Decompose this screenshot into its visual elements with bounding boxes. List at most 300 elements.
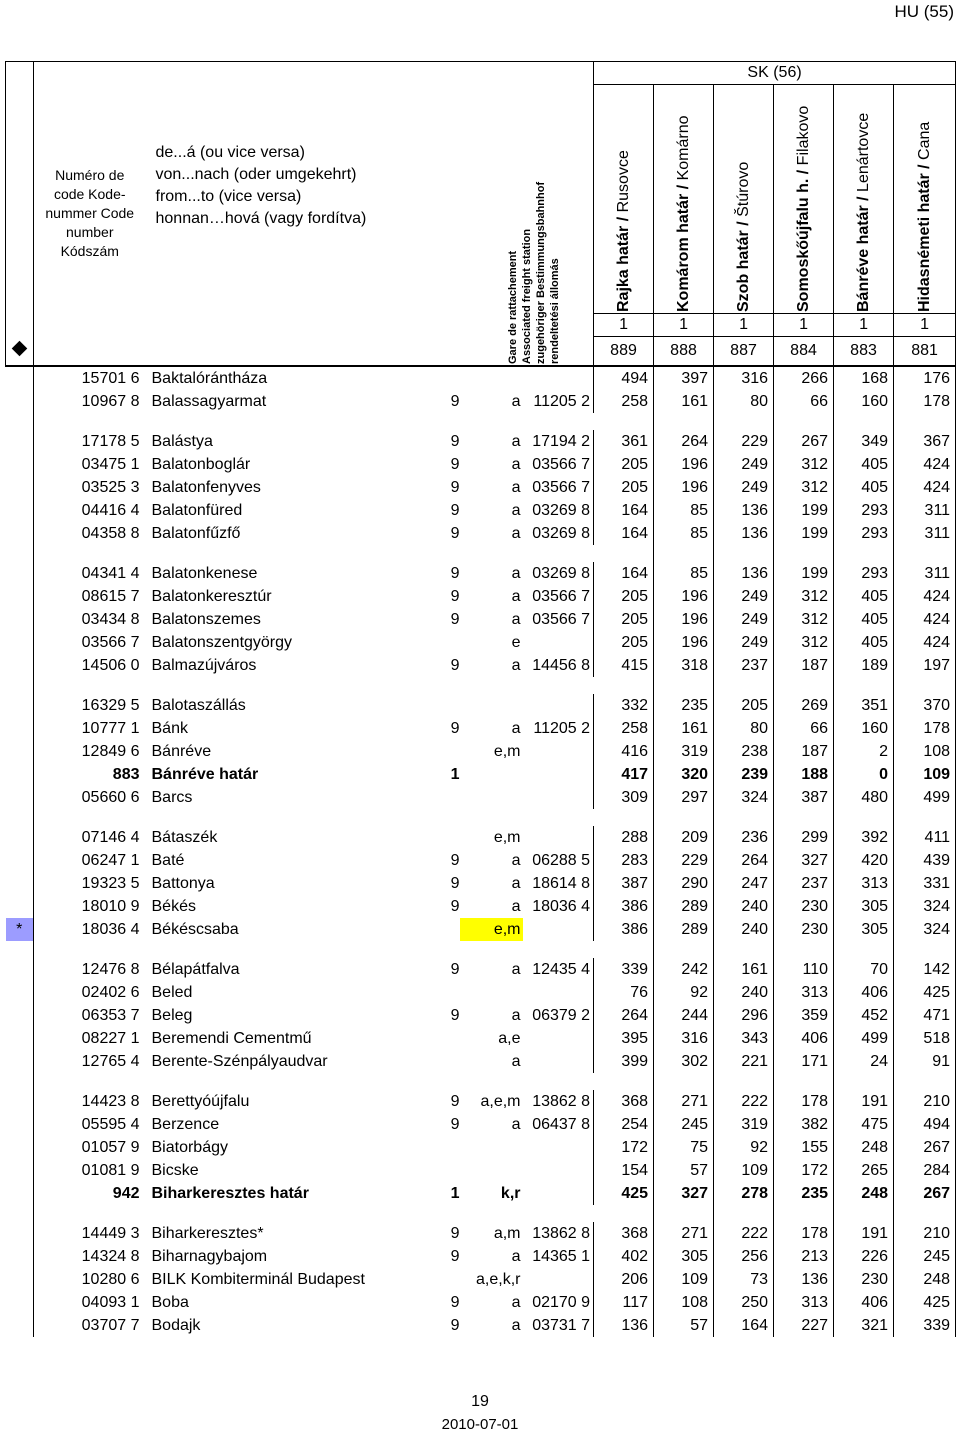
distance-value: 406 [834, 981, 894, 1004]
distance-value: 271 [654, 1090, 714, 1113]
distance-value: 248 [834, 1182, 894, 1205]
station-code: 06353 7 [81, 1007, 140, 1024]
distance-value: 110 [774, 958, 834, 981]
distance-value: 178 [894, 717, 956, 740]
station-code: 02402 6 [81, 984, 140, 1001]
distance-value: 327 [774, 849, 834, 872]
attach-station: 03269 8 [523, 499, 594, 522]
attach-label-line: Associated freight station [521, 228, 534, 364]
gap-cell [834, 1205, 894, 1222]
station-code: 10280 6 [81, 1271, 140, 1288]
station-name: Balotaszállás [151, 697, 246, 714]
station-name: Biatorbágy [151, 1139, 228, 1156]
station-code: 15701 6 [81, 370, 140, 387]
distance-value: 245 [894, 1245, 956, 1268]
gap-cell [894, 809, 956, 826]
station-type: a [511, 433, 521, 450]
station-type: a [511, 1053, 521, 1070]
border-name-bold: Komárom határ / [674, 184, 692, 312]
attach-label-line: rendeltetési állomás [549, 257, 562, 364]
distance-value: 172 [594, 1136, 654, 1159]
distance-value: 248 [834, 1136, 894, 1159]
row-mark [6, 453, 34, 476]
gap-fill [34, 809, 594, 826]
distance-value: 205 [594, 453, 654, 476]
station-name: Bicske [151, 1162, 199, 1179]
border-name-bold: Szob határ / [734, 221, 752, 312]
distance-value: 475 [834, 1113, 894, 1136]
gap-cell [594, 413, 654, 430]
gap-cell [894, 1205, 956, 1222]
distance-value: 199 [774, 522, 834, 545]
distance-value: 197 [894, 654, 956, 677]
station-type: e [511, 634, 521, 651]
gap-fill [34, 413, 594, 430]
gap-cell [894, 1073, 956, 1090]
table-row [6, 958, 956, 981]
station-name: Berente-Szénpályaudvar [151, 1053, 328, 1070]
table-row [6, 981, 956, 1004]
station-kind [446, 366, 460, 390]
station-name: Biharkeresztes határ [151, 1185, 309, 1202]
distance-value: 258 [594, 717, 654, 740]
distance-value: 293 [834, 562, 894, 585]
distance-value: 161 [654, 390, 714, 413]
table-row [6, 366, 956, 390]
distance-value: 85 [654, 499, 714, 522]
distance-value: 240 [714, 918, 774, 941]
distance-value: 161 [714, 958, 774, 981]
table-row [6, 499, 956, 522]
table-row [6, 1291, 956, 1314]
distance-value: 254 [594, 1113, 654, 1136]
attach-label-lines [506, 64, 562, 364]
distance-value: 265 [834, 1159, 894, 1182]
border-name-bold: Bánréve határ / [854, 196, 872, 312]
table-row [6, 717, 956, 740]
station-name: Balatonfűzfő [151, 525, 241, 542]
station-name: Balatonszemes [151, 611, 261, 628]
distance-value: 155 [774, 1136, 834, 1159]
table-row [6, 453, 956, 476]
attach-station [523, 1136, 594, 1159]
distance-value: 76 [594, 981, 654, 1004]
border-name-normal: Štúrovo [734, 161, 752, 217]
station-type: a [511, 456, 521, 473]
distance-value: 312 [774, 631, 834, 654]
distance-value: 518 [894, 1027, 956, 1050]
row-mark [6, 1245, 34, 1268]
attach-station [523, 1182, 594, 1205]
station-code: 14324 8 [81, 1248, 140, 1265]
station-kind: 9 [450, 525, 460, 542]
attach-station [523, 631, 594, 654]
distance-value: 250 [714, 1291, 774, 1314]
border-count: 1 [894, 314, 956, 337]
station-type: e,m [460, 918, 523, 941]
station-type [460, 1136, 523, 1159]
border-header-wrap [774, 85, 833, 313]
distance-value: 397 [654, 366, 714, 390]
distance-value: 351 [834, 694, 894, 717]
attach-station: 03566 7 [523, 608, 594, 631]
row-mark [6, 717, 34, 740]
distance-value: 313 [774, 1291, 834, 1314]
distance-value: 136 [714, 522, 774, 545]
station-code: 18010 9 [81, 898, 140, 915]
distance-value: 311 [894, 499, 956, 522]
attach-station: 06379 2 [523, 1004, 594, 1027]
border-header-wrap [894, 85, 955, 313]
distance-value: 339 [594, 958, 654, 981]
table-row [6, 1268, 956, 1291]
row-mark [6, 1222, 34, 1245]
distance-value: 222 [714, 1222, 774, 1245]
gap-cell [594, 1073, 654, 1090]
distance-table [5, 61, 956, 1337]
row-mark [6, 562, 34, 585]
gap-cell [594, 941, 654, 958]
distance-value: 178 [774, 1090, 834, 1113]
station-type: a,e,m [480, 1093, 521, 1110]
station-name: Balatonkenese [151, 565, 258, 582]
row-mark [6, 1268, 34, 1291]
attach-station: 18614 8 [523, 872, 594, 895]
station-type: k,r [500, 1185, 521, 1202]
distance-value: 227 [774, 1314, 834, 1337]
distance-value: 136 [714, 562, 774, 585]
distance-value: 136 [594, 1314, 654, 1337]
station-code: 03707 7 [81, 1317, 140, 1334]
station-kind: 1 [450, 1185, 460, 1202]
station-code: 08227 1 [81, 1030, 140, 1047]
distance-value: 399 [594, 1050, 654, 1073]
attach-station: 03269 8 [523, 562, 594, 585]
distance-value: 387 [774, 786, 834, 809]
attach-station [523, 1268, 594, 1291]
distance-value: 75 [654, 1136, 714, 1159]
group-gap [6, 1205, 956, 1222]
gap-cell [834, 677, 894, 694]
distance-value: 293 [834, 499, 894, 522]
station-type: a [511, 611, 521, 628]
attach-station: 11205 2 [523, 390, 594, 413]
table-row [6, 1159, 956, 1182]
distance-value: 312 [774, 608, 834, 631]
gap-fill [34, 1205, 594, 1222]
station-kind: 9 [450, 565, 460, 582]
distance-value: 161 [654, 717, 714, 740]
distance-value: 320 [654, 763, 714, 786]
station-name: Bánk [151, 720, 188, 737]
gap-cell [894, 545, 956, 562]
station-kind: 9 [450, 393, 460, 410]
station-code: 03566 7 [81, 634, 140, 651]
station-type: a [511, 393, 521, 410]
distance-value: 332 [594, 694, 654, 717]
station-type: a [511, 657, 521, 674]
distance-value: 395 [594, 1027, 654, 1050]
border-header-wrap [594, 85, 653, 313]
distance-value: 288 [594, 826, 654, 849]
distance-value: 299 [774, 826, 834, 849]
distance-value: 264 [714, 849, 774, 872]
distance-value: 439 [894, 849, 956, 872]
distance-value: 405 [834, 453, 894, 476]
row-mark [6, 1113, 34, 1136]
row-mark [6, 608, 34, 631]
distance-value: 230 [834, 1268, 894, 1291]
station-code: 01081 9 [81, 1162, 140, 1179]
border-name-normal: Cana [915, 121, 933, 160]
station-code: 19323 5 [81, 875, 140, 892]
table-body [6, 366, 956, 1337]
distance-value: 24 [834, 1050, 894, 1073]
station-name: Balmazújváros [151, 657, 257, 674]
station-type: a [511, 1248, 521, 1265]
distance-value: 160 [834, 390, 894, 413]
border-count: 1 [774, 314, 834, 337]
footer-date: 2010-07-01 [441, 1416, 519, 1433]
station-kind: 9 [450, 1093, 460, 1110]
distance-value: 405 [834, 631, 894, 654]
distance-value: 424 [894, 476, 956, 499]
station-kind [446, 1027, 460, 1050]
station-name: Bélapátfalva [151, 961, 240, 978]
row-mark [6, 522, 34, 545]
distance-value: 305 [834, 918, 894, 941]
station-kind [446, 826, 460, 849]
code-label-line: Kódszám [60, 243, 119, 259]
relation-label-line: von...nach (oder umgekehrt) [155, 165, 357, 183]
table-row [6, 786, 956, 809]
distance-value: 324 [714, 786, 774, 809]
distance-value: 297 [654, 786, 714, 809]
table-row [6, 872, 956, 895]
header-attach [446, 62, 594, 367]
station-name: Békéscsaba [151, 921, 239, 938]
station-kind: 9 [450, 1294, 460, 1311]
group-gap [6, 413, 956, 430]
row-mark [6, 631, 34, 654]
distance-value: 230 [774, 918, 834, 941]
station-kind: 9 [450, 1225, 460, 1242]
row-mark [6, 1027, 34, 1050]
row-mark [6, 654, 34, 677]
relation-label-lines [156, 142, 446, 230]
border-name-bold: Hidasnémeti határ / [915, 164, 933, 312]
distance-value: 411 [894, 826, 956, 849]
distance-value: 164 [594, 522, 654, 545]
station-name: Barcs [151, 789, 193, 806]
distance-value: 238 [714, 740, 774, 763]
station-kind [446, 1136, 460, 1159]
distance-value: 73 [714, 1268, 774, 1291]
border-header [834, 85, 894, 314]
border-header [894, 85, 956, 314]
distance-value: 405 [834, 476, 894, 499]
gap-cell [654, 545, 714, 562]
distance-value: 269 [774, 694, 834, 717]
table-row [6, 1004, 956, 1027]
station-type: a [511, 479, 521, 496]
border-code: 889 [594, 337, 654, 367]
table-row [6, 1245, 956, 1268]
attach-station [523, 1027, 594, 1050]
border-header-label [916, 85, 934, 313]
gap-cell [714, 677, 774, 694]
distance-value: 249 [714, 476, 774, 499]
station-kind: 9 [450, 588, 460, 605]
station-name: Balatonfüred [151, 502, 243, 519]
distance-value: 196 [654, 608, 714, 631]
station-name: Balástya [151, 433, 213, 450]
distance-value: 319 [654, 740, 714, 763]
station-name: Beremendi Cementmű [151, 1030, 312, 1047]
station-name: Berettyóújfalu [151, 1093, 250, 1110]
station-kind: 9 [450, 1248, 460, 1265]
distance-value: 405 [834, 608, 894, 631]
distance-value: 425 [894, 981, 956, 1004]
table-row [6, 585, 956, 608]
gap-cell [834, 1073, 894, 1090]
station-code: 07146 4 [81, 829, 140, 846]
station-code: 04358 8 [81, 525, 140, 542]
attach-station: 18036 4 [523, 895, 594, 918]
distance-value: 205 [594, 585, 654, 608]
distance-value: 386 [594, 895, 654, 918]
distance-value: 226 [834, 1245, 894, 1268]
distance-value: 425 [894, 1291, 956, 1314]
border-count: 1 [654, 314, 714, 337]
table-row [6, 608, 956, 631]
distance-value: 249 [714, 585, 774, 608]
station-kind: 9 [450, 898, 460, 915]
distance-value: 312 [774, 476, 834, 499]
distance-value: 312 [774, 453, 834, 476]
distance-value: 57 [654, 1159, 714, 1182]
distance-value: 239 [714, 763, 774, 786]
station-code: 06247 1 [81, 852, 140, 869]
row-mark [6, 585, 34, 608]
distance-value: 229 [654, 849, 714, 872]
distance-value: 210 [894, 1090, 956, 1113]
distance-value: 209 [654, 826, 714, 849]
attach-label-line: zugehöriger Bestimmungsbahnhof [535, 181, 548, 364]
distance-value: 316 [654, 1027, 714, 1050]
distance-value: 316 [714, 366, 774, 390]
station-code: 18036 4 [81, 921, 140, 938]
distance-value: 386 [594, 918, 654, 941]
distance-value: 278 [714, 1182, 774, 1205]
distance-value: 256 [714, 1245, 774, 1268]
code-label-lines [34, 166, 146, 261]
attach-station: 03566 7 [523, 453, 594, 476]
gap-cell [774, 677, 834, 694]
station-type: a [511, 1317, 521, 1334]
station-type: a,m [493, 1225, 521, 1242]
row-mark [6, 763, 34, 786]
attach-station: 02170 9 [523, 1291, 594, 1314]
table-row [6, 826, 956, 849]
distance-value: 424 [894, 585, 956, 608]
gap-mark [6, 677, 34, 694]
table-row [6, 562, 956, 585]
border-name-normal: Lenártovce [854, 112, 872, 192]
station-kind: 9 [450, 456, 460, 473]
page-number: 19 [471, 1393, 489, 1410]
distance-value: 205 [594, 476, 654, 499]
table-row [6, 918, 956, 941]
distance-value: 324 [894, 918, 956, 941]
station-kind: 9 [450, 875, 460, 892]
gap-cell [594, 545, 654, 562]
gap-cell [894, 413, 956, 430]
row-mark [6, 694, 34, 717]
distance-value: 222 [714, 1090, 774, 1113]
station-code: 05660 6 [81, 789, 140, 806]
attach-station [523, 981, 594, 1004]
station-type [460, 694, 523, 717]
code-label-line: number [66, 224, 114, 240]
station-kind: 9 [450, 479, 460, 496]
row-mark [6, 1159, 34, 1182]
gap-cell [834, 413, 894, 430]
station-code: 14506 0 [81, 657, 140, 674]
row-mark [6, 1291, 34, 1314]
station-type: a [511, 525, 521, 542]
diamond-icon [12, 341, 28, 357]
distance-value: 339 [894, 1314, 956, 1337]
gap-cell [774, 1205, 834, 1222]
station-type: a [511, 875, 521, 892]
gap-cell [714, 545, 774, 562]
station-kind [446, 1159, 460, 1182]
station-kind: 9 [450, 1116, 460, 1133]
distance-value: 109 [654, 1268, 714, 1291]
distance-value: 289 [654, 918, 714, 941]
row-mark [6, 1182, 34, 1205]
station-kind [446, 786, 460, 809]
table-row [6, 430, 956, 453]
gap-mark [6, 545, 34, 562]
border-code: 881 [894, 337, 956, 367]
distance-value: 80 [714, 717, 774, 740]
distance-value: 267 [774, 430, 834, 453]
border-header-label [675, 85, 693, 313]
distance-value: 109 [894, 763, 956, 786]
border-count: 1 [714, 314, 774, 337]
distance-value: 245 [654, 1113, 714, 1136]
border-header-wrap [834, 85, 893, 313]
station-name: Bodajk [151, 1317, 201, 1334]
station-name: Berzence [151, 1116, 220, 1133]
distance-value: 196 [654, 476, 714, 499]
distance-value: 236 [714, 826, 774, 849]
station-code: 12849 6 [81, 743, 140, 760]
distance-value: 248 [894, 1268, 956, 1291]
station-code: 04416 4 [81, 502, 140, 519]
attach-station [523, 826, 594, 849]
gap-cell [714, 1073, 774, 1090]
row-mark [6, 1004, 34, 1027]
distance-value: 424 [894, 608, 956, 631]
distance-value: 196 [654, 453, 714, 476]
distance-value: 221 [714, 1050, 774, 1073]
station-code: 04093 1 [81, 1294, 140, 1311]
distance-value: 321 [834, 1314, 894, 1337]
station-type: a [511, 1294, 521, 1311]
